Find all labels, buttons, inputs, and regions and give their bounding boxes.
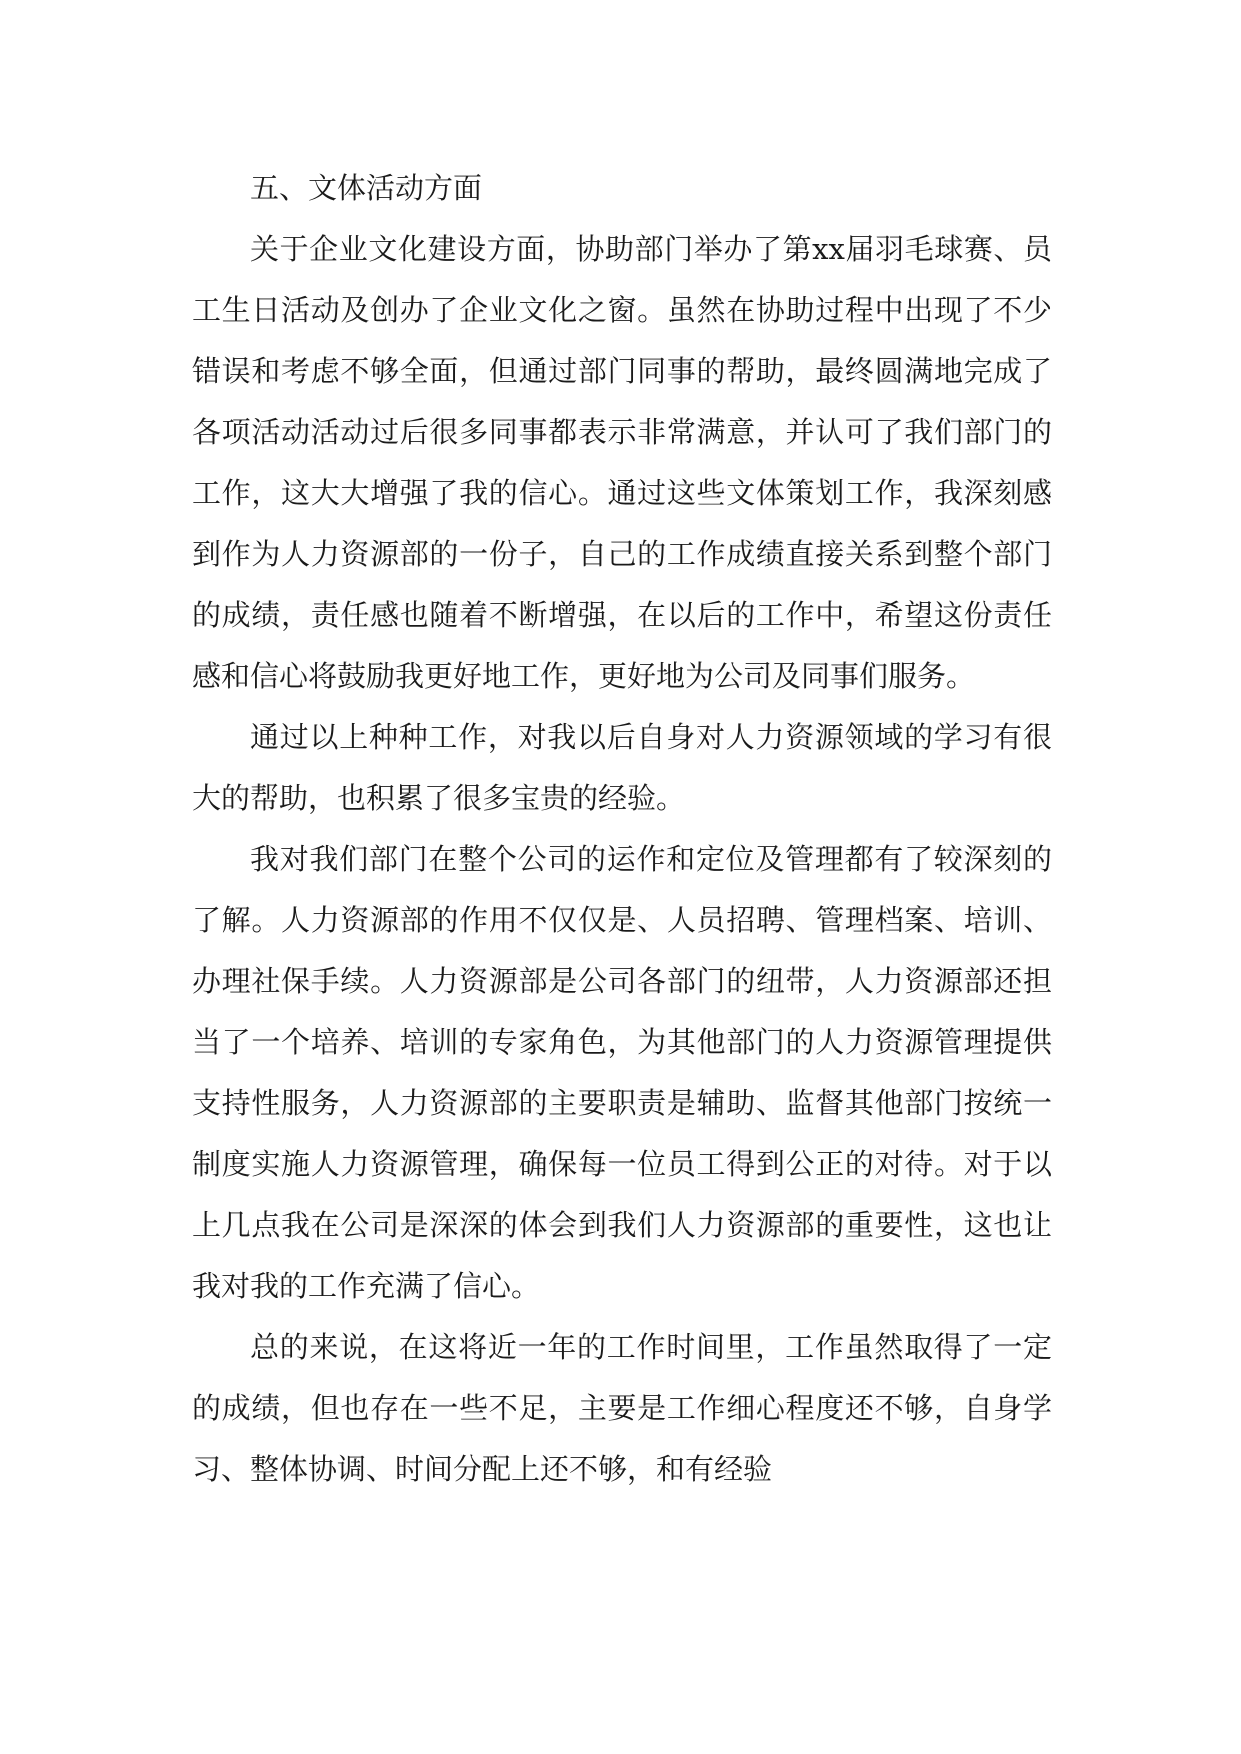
document-body	[192, 158, 1052, 1500]
section-heading: 五、文体活动方面	[250, 171, 483, 205]
paragraph-summary: 总的来说，在这将近一年的工作时间里，工作虽然取得了一定的成绩，但也存在一些不足，主要是工作细心程度还不够，自身学习、整体协调、时间分配上还不够，和有经验	[192, 1330, 1052, 1486]
paragraph-culture-activities: 关于企业文化建设方面，协助部门举办了第xx届羽毛球赛、员工生日活动及创办了企业文化之窗。虽然在协助过程中出现了不少错误和考虑不够全面，但通过部门同事的帮助，最终圆满地完成了各项活动活动过后很多同事都表示非常满意，并认可了我们部门的工作，这大大增强了我的信心。通过这些文体策划工作，我深刻感到作为人力资源部的一份子，自己的工作成绩直接关系到整个部门的成绩，责任感也随着不断增强，在以后的工作中，希望这份责任感和信心将鼓励我更好地工作，更好地为公司及同事们服务。	[192, 232, 1052, 693]
paragraph-department-role: 我对我们部门在整个公司的运作和定位及管理都有了较深刻的了解。人力资源部的作用不仅仅是、人员招聘、管理档案、培训、办理社保手续。人力资源部是公司各部门的纽带，人力资源部还担当了一个培养、培训的专家角色，为其他部门的人力资源管理提供支持性服务，人力资源部的主要职责是辅助、监督其他部门按统一制度实施人力资源管理，确保每一位员工得到公正的对待。对于以上几点我在公司是深深的体会到我们人力资源部的重要性，这也让我对我的工作充满了信心。	[192, 842, 1052, 1303]
paragraph-learning-benefit: 通过以上种种工作，对我以后自身对人力资源领域的学习有很大的帮助，也积累了很多宝贵的经验。	[192, 720, 1052, 815]
